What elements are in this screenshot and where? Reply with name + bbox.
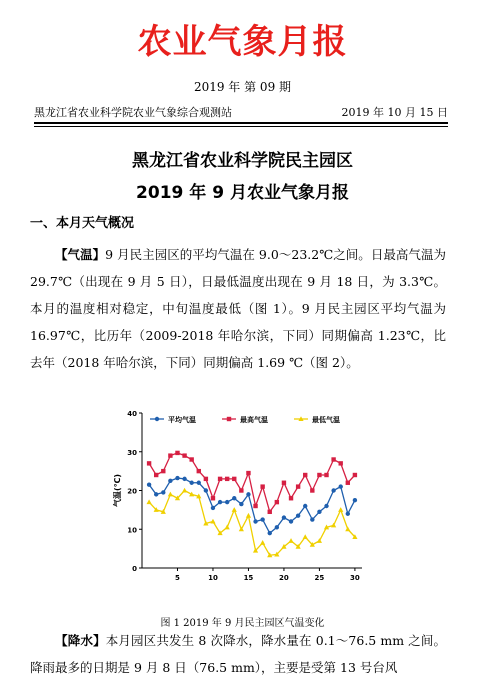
data-point-series-2 <box>260 540 265 545</box>
legend-label-2: 最低气温 <box>312 416 340 424</box>
data-point-series-1 <box>182 453 186 457</box>
data-point-series-0 <box>211 506 215 510</box>
data-point-series-0 <box>225 500 229 504</box>
x-tick-label: 10 <box>208 574 218 582</box>
data-point-series-1 <box>317 473 321 477</box>
figure-caption: 图 1 2019 年 9 月民主园区气温变化 <box>160 618 325 629</box>
data-point-series-0 <box>353 498 357 502</box>
data-point-series-0 <box>239 502 243 506</box>
data-point-series-1 <box>324 473 328 477</box>
data-point-series-1 <box>154 473 158 477</box>
paragraph-temperature <box>30 241 446 376</box>
data-point-series-1 <box>168 453 172 457</box>
data-point-series-1 <box>253 504 257 508</box>
data-point-series-1 <box>161 469 165 473</box>
data-point-series-1 <box>260 484 264 488</box>
data-point-series-0 <box>317 510 321 514</box>
temperature-line-chart <box>110 405 370 587</box>
data-point-series-0 <box>282 515 286 519</box>
data-point-series-0 <box>253 519 257 523</box>
data-point-series-1 <box>246 471 250 475</box>
data-point-series-2 <box>182 488 187 493</box>
paragraph-lead-temperature: 【气温】 <box>55 247 106 262</box>
data-point-series-0 <box>339 484 343 488</box>
data-point-series-2 <box>210 519 215 524</box>
data-point-series-1 <box>353 473 357 477</box>
data-point-series-0 <box>303 504 307 508</box>
data-point-series-1 <box>346 481 350 485</box>
data-point-series-1 <box>303 473 307 477</box>
data-point-series-2 <box>288 538 293 543</box>
data-point-series-1 <box>282 481 286 485</box>
data-point-series-2 <box>168 492 173 497</box>
data-point-series-2 <box>246 513 251 518</box>
x-tick-label: 30 <box>350 574 360 582</box>
masthead-title: 农业气象月报 <box>137 22 348 62</box>
x-tick-label: 5 <box>175 574 180 582</box>
x-tick-label: 15 <box>243 574 254 582</box>
header-divider-thick <box>34 122 448 124</box>
header-info-row <box>34 104 448 120</box>
y-tick-label: 0 <box>132 565 137 573</box>
publish-date: 2019 年 10 月 15 日 <box>341 106 448 119</box>
data-point-series-0 <box>268 531 272 535</box>
data-point-series-0 <box>246 492 250 496</box>
data-point-series-1 <box>147 461 151 465</box>
data-point-series-0 <box>232 496 236 500</box>
legend-label-0: 平均气温 <box>168 416 196 424</box>
y-axis-label: 气温(℃) <box>113 474 122 507</box>
y-tick-label: 40 <box>127 410 137 418</box>
data-point-series-1 <box>225 477 229 481</box>
data-point-series-1 <box>339 461 343 465</box>
y-tick-label: 20 <box>127 487 137 496</box>
data-point-series-0 <box>154 492 158 496</box>
data-point-series-0 <box>324 504 328 508</box>
y-tick-label: 30 <box>127 448 137 457</box>
data-point-series-0 <box>275 525 279 529</box>
data-point-series-1 <box>232 477 236 481</box>
organization-name: 黑龙江省农业科学院农业气象综合观测站 <box>34 106 232 119</box>
header-divider-thin <box>34 126 448 127</box>
paragraph-precipitation <box>30 627 446 681</box>
data-point-series-0 <box>161 490 165 494</box>
series-line-0 <box>149 478 355 533</box>
data-point-series-1 <box>197 469 201 473</box>
data-point-series-0 <box>310 517 314 521</box>
report-title-line2: 2019 年 9 月农业气象月报 <box>136 183 349 203</box>
data-point-series-0 <box>168 479 172 483</box>
data-point-series-2 <box>146 499 151 504</box>
data-point-series-0 <box>189 481 193 485</box>
report-title-line1: 黑龙江省农业科学院民主园区 <box>132 151 353 171</box>
data-point-series-0 <box>197 481 201 485</box>
data-point-series-0 <box>204 488 208 492</box>
legend-label-1: 最高气温 <box>240 416 268 424</box>
data-point-series-2 <box>338 507 343 512</box>
data-point-series-0 <box>147 482 151 486</box>
data-point-series-2 <box>303 534 308 539</box>
data-point-series-1 <box>175 451 179 455</box>
data-point-series-1 <box>310 488 314 492</box>
data-point-series-1 <box>218 477 222 481</box>
data-point-series-0 <box>346 512 350 516</box>
y-tick-label: 10 <box>127 526 137 535</box>
data-point-series-1 <box>268 510 272 514</box>
data-point-series-2 <box>331 523 336 528</box>
data-point-series-0 <box>296 513 300 517</box>
paragraph-text-temperature: 9 月民主园区的平均气温在 9.0～23.2℃之间。日最高气温为 29.7℃（出现在 9 月 5 日），日最低温度出现在 9 月 18 日，为 3.3℃。本月的温度相对稳定，中旬温度最低（图 1）。9 月民主园区平均气温为 16.97℃，比历年（2009-2018 年哈尔滨，下同）同期偏高 1.23℃，比去年（2018 年哈尔滨，下同）同期偏高 1.69 ℃（图 2）。 <box>30 247 446 370</box>
data-point-series-0 <box>218 500 222 504</box>
data-point-series-1 <box>289 496 293 500</box>
data-point-series-1 <box>239 488 243 492</box>
data-point-series-0 <box>289 519 293 523</box>
data-point-series-1 <box>189 457 193 461</box>
x-tick-label: 20 <box>279 574 289 582</box>
data-point-series-1 <box>296 484 300 488</box>
paragraph-text-precipitation: 本月园区共发生 8 次降水，降水量在 0.1～76.5 mm 之间。降雨最多的日期是 9 月 8 日（76.5 mm），主要是受第 13 号台风 <box>30 633 446 675</box>
data-point-series-0 <box>182 477 186 481</box>
data-point-series-1 <box>275 500 279 504</box>
issue-number: 2019 年 第 09 期 <box>193 80 292 94</box>
data-point-series-1 <box>211 496 215 500</box>
series-line-1 <box>149 453 355 512</box>
section-heading-weather: 一、本月天气概况 <box>30 216 135 231</box>
legend-marker-1 <box>227 417 231 421</box>
data-point-series-2 <box>345 526 350 531</box>
data-point-series-1 <box>331 457 335 461</box>
data-point-series-0 <box>260 517 264 521</box>
data-point-series-0 <box>175 476 179 480</box>
data-point-series-0 <box>331 488 335 492</box>
x-tick-label: 25 <box>314 574 325 582</box>
paragraph-lead-precipitation: 【降水】 <box>55 633 106 648</box>
legend-marker-0 <box>155 417 159 421</box>
data-point-series-1 <box>204 477 208 481</box>
data-point-series-2 <box>232 507 237 512</box>
data-point-series-2 <box>225 525 230 530</box>
